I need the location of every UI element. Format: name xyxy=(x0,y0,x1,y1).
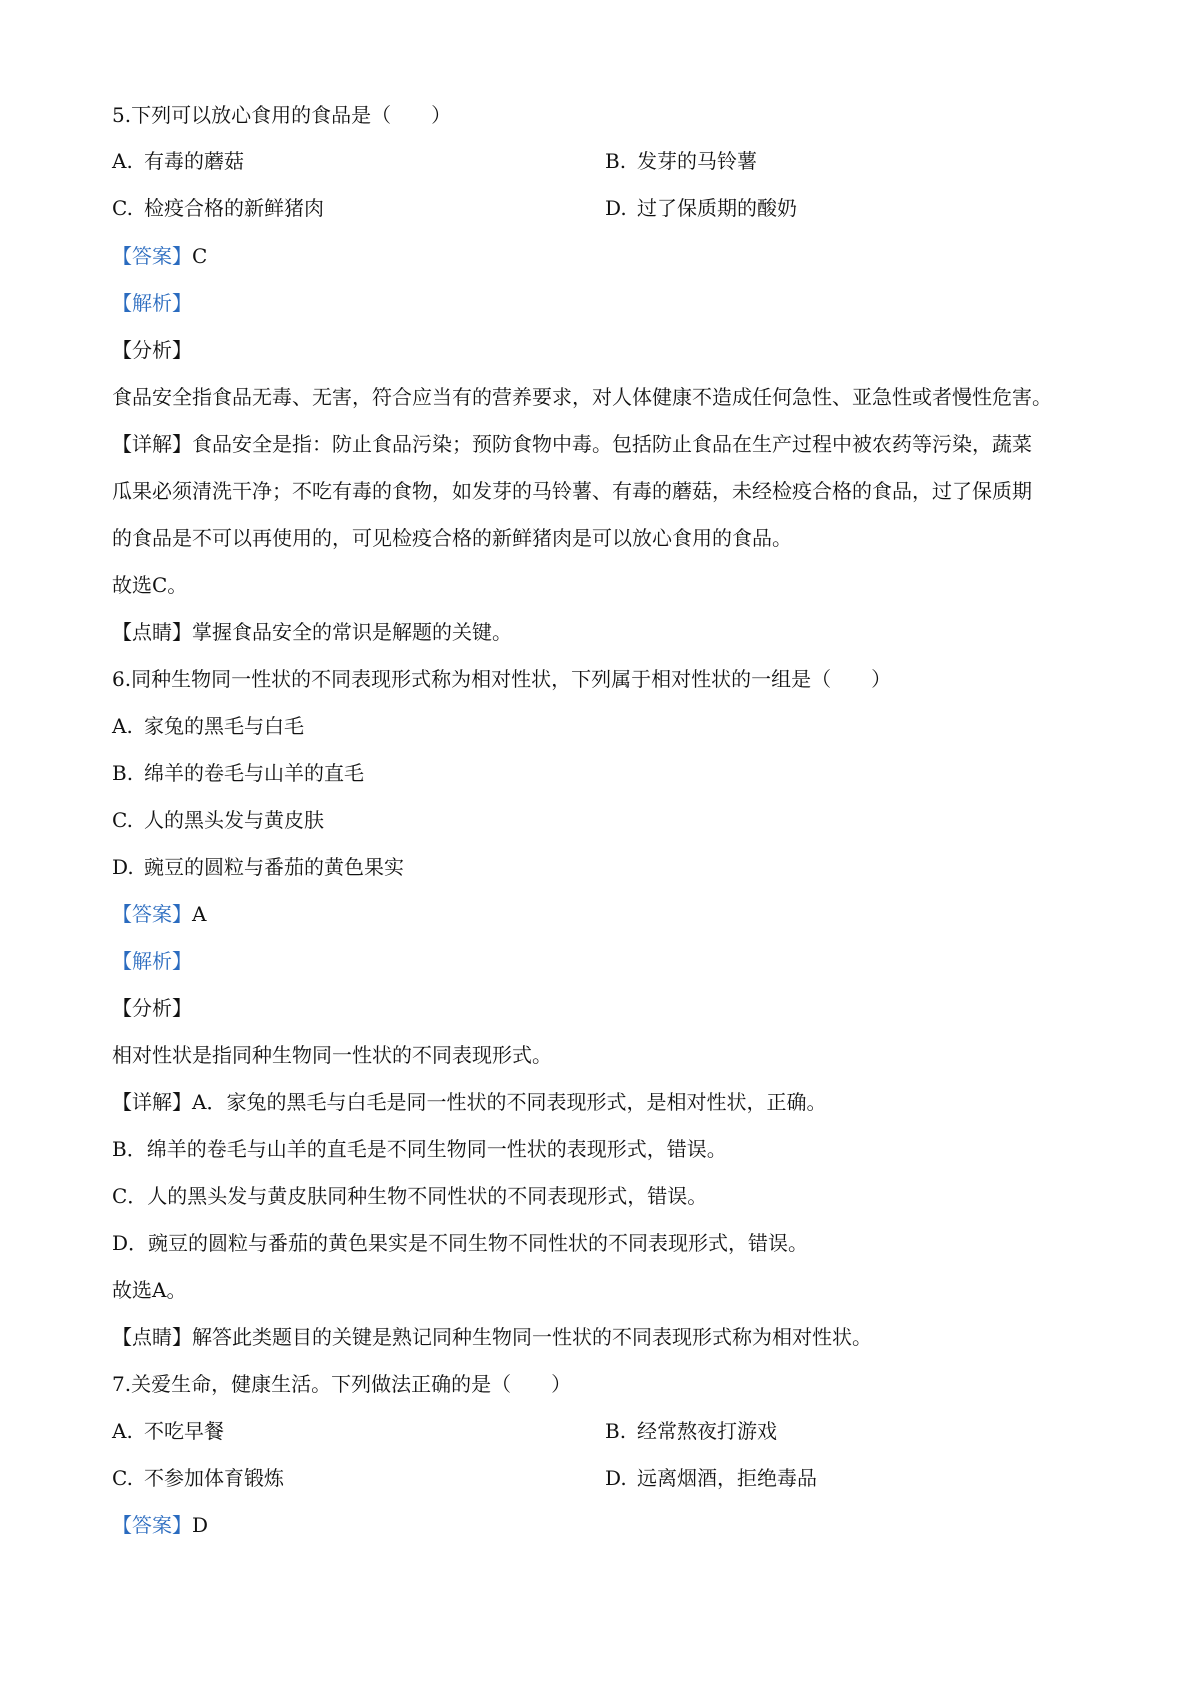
dianjing-label: 【点睛】 xyxy=(112,1325,192,1349)
option-text: 绵羊的卷毛与山羊的直毛 xyxy=(144,761,364,785)
q5-detail-line-3: 的食品是不可以再使用的，可见检疫合格的新鲜猪肉是可以放心食用的食品。 xyxy=(112,526,792,550)
q5-option-d xyxy=(605,195,797,221)
dianjing-label: 【点睛】 xyxy=(112,620,192,644)
q6-fenxi-text: 相对性状是指同种生物同一性状的不同表现形式。 xyxy=(112,1043,552,1067)
option-text: 不吃早餐 xyxy=(144,1419,224,1443)
option-letter: C. xyxy=(112,808,133,832)
option-letter: B. xyxy=(605,1419,627,1443)
q7-option-b xyxy=(605,1418,777,1444)
option-letter: A. xyxy=(112,714,133,738)
q5-jiexi-label: 【解析】 xyxy=(112,291,192,315)
option-letter: C. xyxy=(112,1466,133,1490)
answer-label: 【答案】 xyxy=(112,1513,192,1537)
option-letter: A. xyxy=(112,1419,133,1443)
option-letter: D. xyxy=(605,196,627,220)
q5-question: 5.下列可以放心食用的食品是（ ） xyxy=(112,103,452,127)
option-text: 不参加体育锻炼 xyxy=(144,1466,284,1490)
answer-label: 【答案】 xyxy=(112,902,192,926)
q7-question: 7.关爱生命，健康生活。下列做法正确的是（ ） xyxy=(112,1372,572,1396)
option-text: 人的黑头发与黄皮肤 xyxy=(144,808,324,832)
detail-text: A．家兔的黑毛与白毛是同一性状的不同表现形式，是相对性状，正确。 xyxy=(192,1090,827,1114)
q6-question: 6.同种生物同一性状的不同表现形式称为相对性状，下列属于相对性状的一组是（ ） xyxy=(112,667,892,691)
q5-option-a xyxy=(112,148,244,174)
q6-option-c xyxy=(112,807,324,833)
dianjing-text: 解答此类题目的关键是熟记同种生物同一性状的不同表现形式称为相对性状。 xyxy=(192,1325,872,1349)
detail-label: 【详解】 xyxy=(112,1090,192,1114)
option-text: 有毒的蘑菇 xyxy=(144,149,244,173)
q6-fenxi-label: 【分析】 xyxy=(112,996,192,1020)
option-letter: D. xyxy=(112,855,134,879)
q6-detail-line-4: D．豌豆的圆粒与番茄的黄色果实是不同生物不同性状的不同表现形式，错误。 xyxy=(112,1231,809,1255)
option-letter: C. xyxy=(112,196,133,220)
q6-detail-line-1 xyxy=(112,1089,826,1115)
option-letter: B. xyxy=(112,761,134,785)
q6-option-a xyxy=(112,713,304,739)
q6-option-d xyxy=(112,854,404,880)
option-text: 检疫合格的新鲜猪肉 xyxy=(144,196,324,220)
q7-answer xyxy=(112,1512,208,1538)
q7-option-d xyxy=(605,1465,817,1491)
q6-choose: 故选A。 xyxy=(112,1278,187,1302)
answer-value: C xyxy=(192,244,208,268)
q6-option-b xyxy=(112,760,364,786)
option-text: 家兔的黑毛与白毛 xyxy=(144,714,304,738)
q7-option-a xyxy=(112,1418,224,1444)
option-text: 豌豆的圆粒与番茄的黄色果实 xyxy=(144,855,404,879)
option-letter: D. xyxy=(605,1466,627,1490)
q6-dianjing xyxy=(112,1324,872,1350)
q6-detail-line-3: C．人的黑头发与黄皮肤同种生物不同性状的不同表现形式，错误。 xyxy=(112,1184,708,1208)
q5-dianjing xyxy=(112,619,512,645)
option-text: 过了保质期的酸奶 xyxy=(637,196,797,220)
q5-fenxi-label: 【分析】 xyxy=(112,338,192,362)
q5-detail-line-1 xyxy=(112,431,1032,457)
q6-detail-line-2: B．绵羊的卷毛与山羊的直毛是不同生物同一性状的表现形式，错误。 xyxy=(112,1137,727,1161)
q5-fenxi-text: 食品安全指食品无毒、无害，符合应当有的营养要求，对人体健康不造成任何急性、亚急性或者慢性危害。 xyxy=(112,385,1052,409)
detail-text: 食品安全是指：防止食品污染；预防食物中毒。包括防止食品在生产过程中被农药等污染，蔬菜 xyxy=(192,432,1032,456)
answer-value: A xyxy=(192,902,207,926)
option-letter: B. xyxy=(605,149,627,173)
detail-label: 【详解】 xyxy=(112,432,192,456)
option-letter: A. xyxy=(112,149,133,173)
answer-label: 【答案】 xyxy=(112,244,192,268)
q7-option-c xyxy=(112,1465,284,1491)
q5-choose: 故选C。 xyxy=(112,573,188,597)
q6-answer xyxy=(112,901,206,927)
q6-jiexi-label: 【解析】 xyxy=(112,949,192,973)
q5-option-c xyxy=(112,195,324,221)
option-text: 经常熬夜打游戏 xyxy=(637,1419,777,1443)
q5-detail-line-2: 瓜果必须清洗干净；不吃有毒的食物，如发芽的马铃薯、有毒的蘑菇，未经检疫合格的食品，过了保质期 xyxy=(112,479,1032,503)
option-text: 发芽的马铃薯 xyxy=(637,149,757,173)
q5-answer xyxy=(112,243,207,269)
answer-value: D xyxy=(192,1513,209,1537)
dianjing-text: 掌握食品安全的常识是解题的关键。 xyxy=(192,620,512,644)
q5-option-b xyxy=(605,148,757,174)
option-text: 远离烟酒，拒绝毒品 xyxy=(637,1466,817,1490)
